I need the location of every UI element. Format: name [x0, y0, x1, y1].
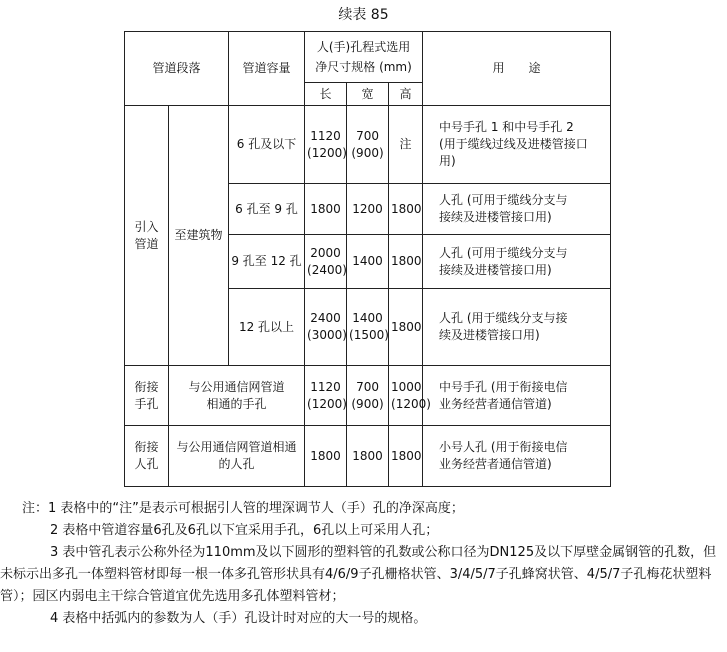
capacity-cell: 6 孔及以下	[229, 106, 305, 184]
table-caption: 续表 85	[338, 7, 389, 23]
handhole-spec-table	[124, 31, 611, 487]
header-size-line2: 净尺寸规格 (mm)	[315, 60, 412, 74]
length-cell: 2400 (3000)	[305, 289, 347, 366]
width-cell: 700 (900)	[347, 366, 389, 426]
note-1: 注：1 表格中的“注”是表示可根据引人管的埋深调节人（手）孔的净深高度；	[22, 501, 464, 516]
height-cell: 1800	[389, 235, 423, 289]
header-size-line1: 人(手)孔程式选用	[316, 40, 411, 54]
connect-handhole-label: 衔接 手孔	[125, 366, 169, 426]
height-cell: 1800	[389, 426, 423, 487]
width-cell: 1400	[347, 235, 389, 289]
header-segment: 管道段落	[125, 32, 229, 106]
table-notes	[0, 498, 722, 630]
length-cell: 2000 (2400)	[305, 235, 347, 289]
length-cell: 1800	[305, 426, 347, 487]
height-cell: 1800	[389, 184, 423, 235]
header-size-spec	[305, 32, 423, 83]
table-row	[125, 426, 611, 487]
usage-cell: 人孔 (用于缆线分支与接 续及进楼管接口用)	[423, 289, 611, 366]
length-cell: 1120 (1200)	[305, 366, 347, 426]
capacity-cell: 9 孔至 12 孔	[229, 235, 305, 289]
header-usage: 用 途	[423, 32, 611, 106]
usage-cell: 中号手孔 1 和中号手孔 2 (用于缆线过线及进楼管接口 用)	[423, 106, 611, 184]
usage-cell: 人孔 (可用于缆线分支与 接续及进楼管接口用)	[423, 184, 611, 235]
connect-manhole-label: 衔接 人孔	[125, 426, 169, 487]
note-2: 2 表格中管道容量6孔及6孔以下宜采用手孔，6孔以上可采用人孔；	[50, 523, 439, 538]
header-length: 长	[305, 83, 347, 106]
header-height: 高	[389, 83, 423, 106]
header-width: 宽	[347, 83, 389, 106]
capacity-cell: 12 孔以上	[229, 289, 305, 366]
to-building-label: 至建筑物	[169, 106, 229, 366]
width-cell: 1800	[347, 426, 389, 487]
connect-handhole-desc: 与公用通信网管道 相通的手孔	[169, 366, 305, 426]
height-cell: 1800	[389, 289, 423, 366]
width-cell: 1400 (1500)	[347, 289, 389, 366]
header-row-1	[125, 32, 611, 83]
usage-cell: 人孔 (可用于缆线分支与 接续及进楼管接口用)	[423, 235, 611, 289]
usage-cell: 小号人孔 (用于衔接电信 业务经营者通信管道)	[423, 426, 611, 487]
header-capacity: 管道容量	[229, 32, 305, 106]
width-cell: 1200	[347, 184, 389, 235]
usage-cell: 中号手孔 (用于衔接电信 业务经营者通信管道)	[423, 366, 611, 426]
connect-manhole-desc: 与公用通信网管道相通 的人孔	[169, 426, 305, 487]
table-row	[125, 366, 611, 426]
incoming-pipe-label: 引入 管道	[125, 106, 169, 366]
height-cell: 注	[389, 106, 423, 184]
note-4: 4 表格中括弧内的参数为人（手）孔设计时对应的大一号的规格。	[50, 611, 427, 626]
length-cell: 1120 (1200)	[305, 106, 347, 184]
note-3: 3 表中管孔表示公称外径为110mm及以下圆形的塑料管的孔数或公称口径为DN125及以下厚壁金属钢管的孔数，但未标示出多孔一体塑料管材即每一根一体多孔管形状具有4/6/9子孔栅格状管、3/4/5/7子孔蜂窝状管、4/5/7子孔梅花状塑料管）；园区内弱电主干综合管道宜优先选用多孔体塑料管材；	[0, 545, 717, 604]
table-row	[125, 106, 611, 184]
length-cell: 1800	[305, 184, 347, 235]
height-cell: 1000 (1200)	[389, 366, 423, 426]
capacity-cell: 6 孔至 9 孔	[229, 184, 305, 235]
width-cell: 700 (900)	[347, 106, 389, 184]
